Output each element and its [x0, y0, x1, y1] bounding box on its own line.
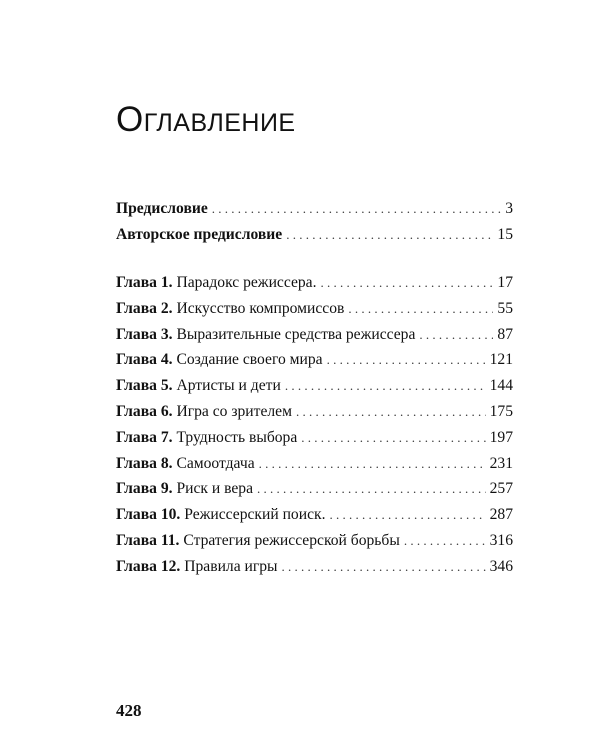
toc-entry-title: Выразительные средства режиссера: [176, 325, 416, 343]
chapter-prefix: Глава 10.: [116, 506, 181, 524]
toc-entry-title: Создание своего мира: [176, 351, 323, 369]
dot-leader: [301, 425, 485, 451]
toc-entry: [116, 476, 513, 502]
dot-leader: [282, 554, 486, 580]
toc-entry-page: 3: [505, 200, 513, 217]
chapter-prefix: Глава 3.: [116, 325, 173, 343]
toc-entry-page: 175: [489, 402, 513, 420]
toc-entry-title: Авторское предисловие: [116, 225, 283, 243]
chapter-prefix: Глава 1.: [116, 274, 173, 291]
chapter-prefix: Глава 9.: [116, 480, 173, 498]
chapter-prefix: Глава 8.: [116, 454, 173, 472]
toc-entry-title: Трудность выбора: [176, 428, 298, 446]
chapter-prefix: Глава 6.: [116, 402, 173, 420]
toc-entry-title: Стратегия режиссерской борьбы: [183, 531, 400, 549]
toc-entry-page: 17: [497, 274, 513, 291]
toc-entry: [116, 222, 513, 248]
toc-entry: [116, 554, 513, 580]
toc-entry-title: Артисты и дети: [176, 377, 281, 395]
toc-entry-title: Предисловие: [116, 200, 208, 217]
toc-entry: [116, 347, 513, 373]
toc-entry: [116, 296, 513, 322]
toc-entry: [116, 196, 513, 222]
toc-entry-title: Риск и вера: [176, 480, 254, 498]
toc-entry-page: 15: [497, 225, 513, 243]
toc-entry: [116, 425, 513, 451]
toc-entry-title: Парадокс режиссера.: [176, 274, 317, 291]
dot-leader: [419, 322, 493, 348]
dot-leader: [404, 528, 486, 554]
toc-entry-page: 257: [489, 480, 513, 498]
dot-leader: [286, 222, 493, 248]
dot-leader: [327, 347, 486, 373]
dot-leader: [320, 270, 493, 296]
chapter-prefix: Глава 5.: [116, 377, 173, 395]
dot-leader: [296, 399, 486, 425]
dot-leader: [212, 196, 501, 222]
toc-chapters: [116, 270, 513, 580]
toc-entry-page: 316: [489, 531, 513, 549]
chapter-prefix: Глава 4.: [116, 351, 173, 369]
chapter-prefix: Глава 11.: [116, 531, 180, 549]
toc-entry-page: 287: [489, 506, 513, 524]
chapter-prefix: Глава 12.: [116, 557, 181, 575]
toc-entry-page: 87: [497, 325, 513, 343]
toc-entry: [116, 528, 513, 554]
dot-leader: [329, 502, 485, 528]
toc-entry-page: 144: [489, 377, 513, 395]
toc-entry-page: 346: [489, 557, 513, 575]
dot-leader: [348, 296, 493, 322]
toc-entry: [116, 373, 513, 399]
toc-entry-title: Искусство компромиссов: [176, 299, 345, 317]
toc-entry-page: 121: [489, 351, 513, 369]
toc-entry-page: 55: [497, 299, 513, 317]
toc-entry: [116, 399, 513, 425]
toc-entry-title: Правила игры: [184, 557, 278, 575]
chapter-prefix: Глава 2.: [116, 299, 173, 317]
page-title: Оглавление: [116, 100, 296, 139]
dot-leader: [259, 451, 486, 477]
chapter-prefix: Глава 7.: [116, 428, 173, 446]
dot-leader: [257, 476, 486, 502]
toc-entry-title: Режиссерский поиск.: [184, 506, 326, 524]
toc-front-matter: [116, 196, 513, 248]
toc-entry-page: 231: [489, 454, 513, 472]
toc-entry-page: 197: [489, 428, 513, 446]
toc-entry: [116, 270, 513, 296]
toc-entry-title: Самоотдача: [176, 454, 255, 472]
dot-leader: [285, 373, 486, 399]
toc-entry-title: Игра со зрителем: [176, 402, 292, 420]
page-number: 428: [116, 701, 142, 720]
toc-entry: [116, 502, 513, 528]
toc-entry: [116, 322, 513, 348]
toc-entry: [116, 451, 513, 477]
